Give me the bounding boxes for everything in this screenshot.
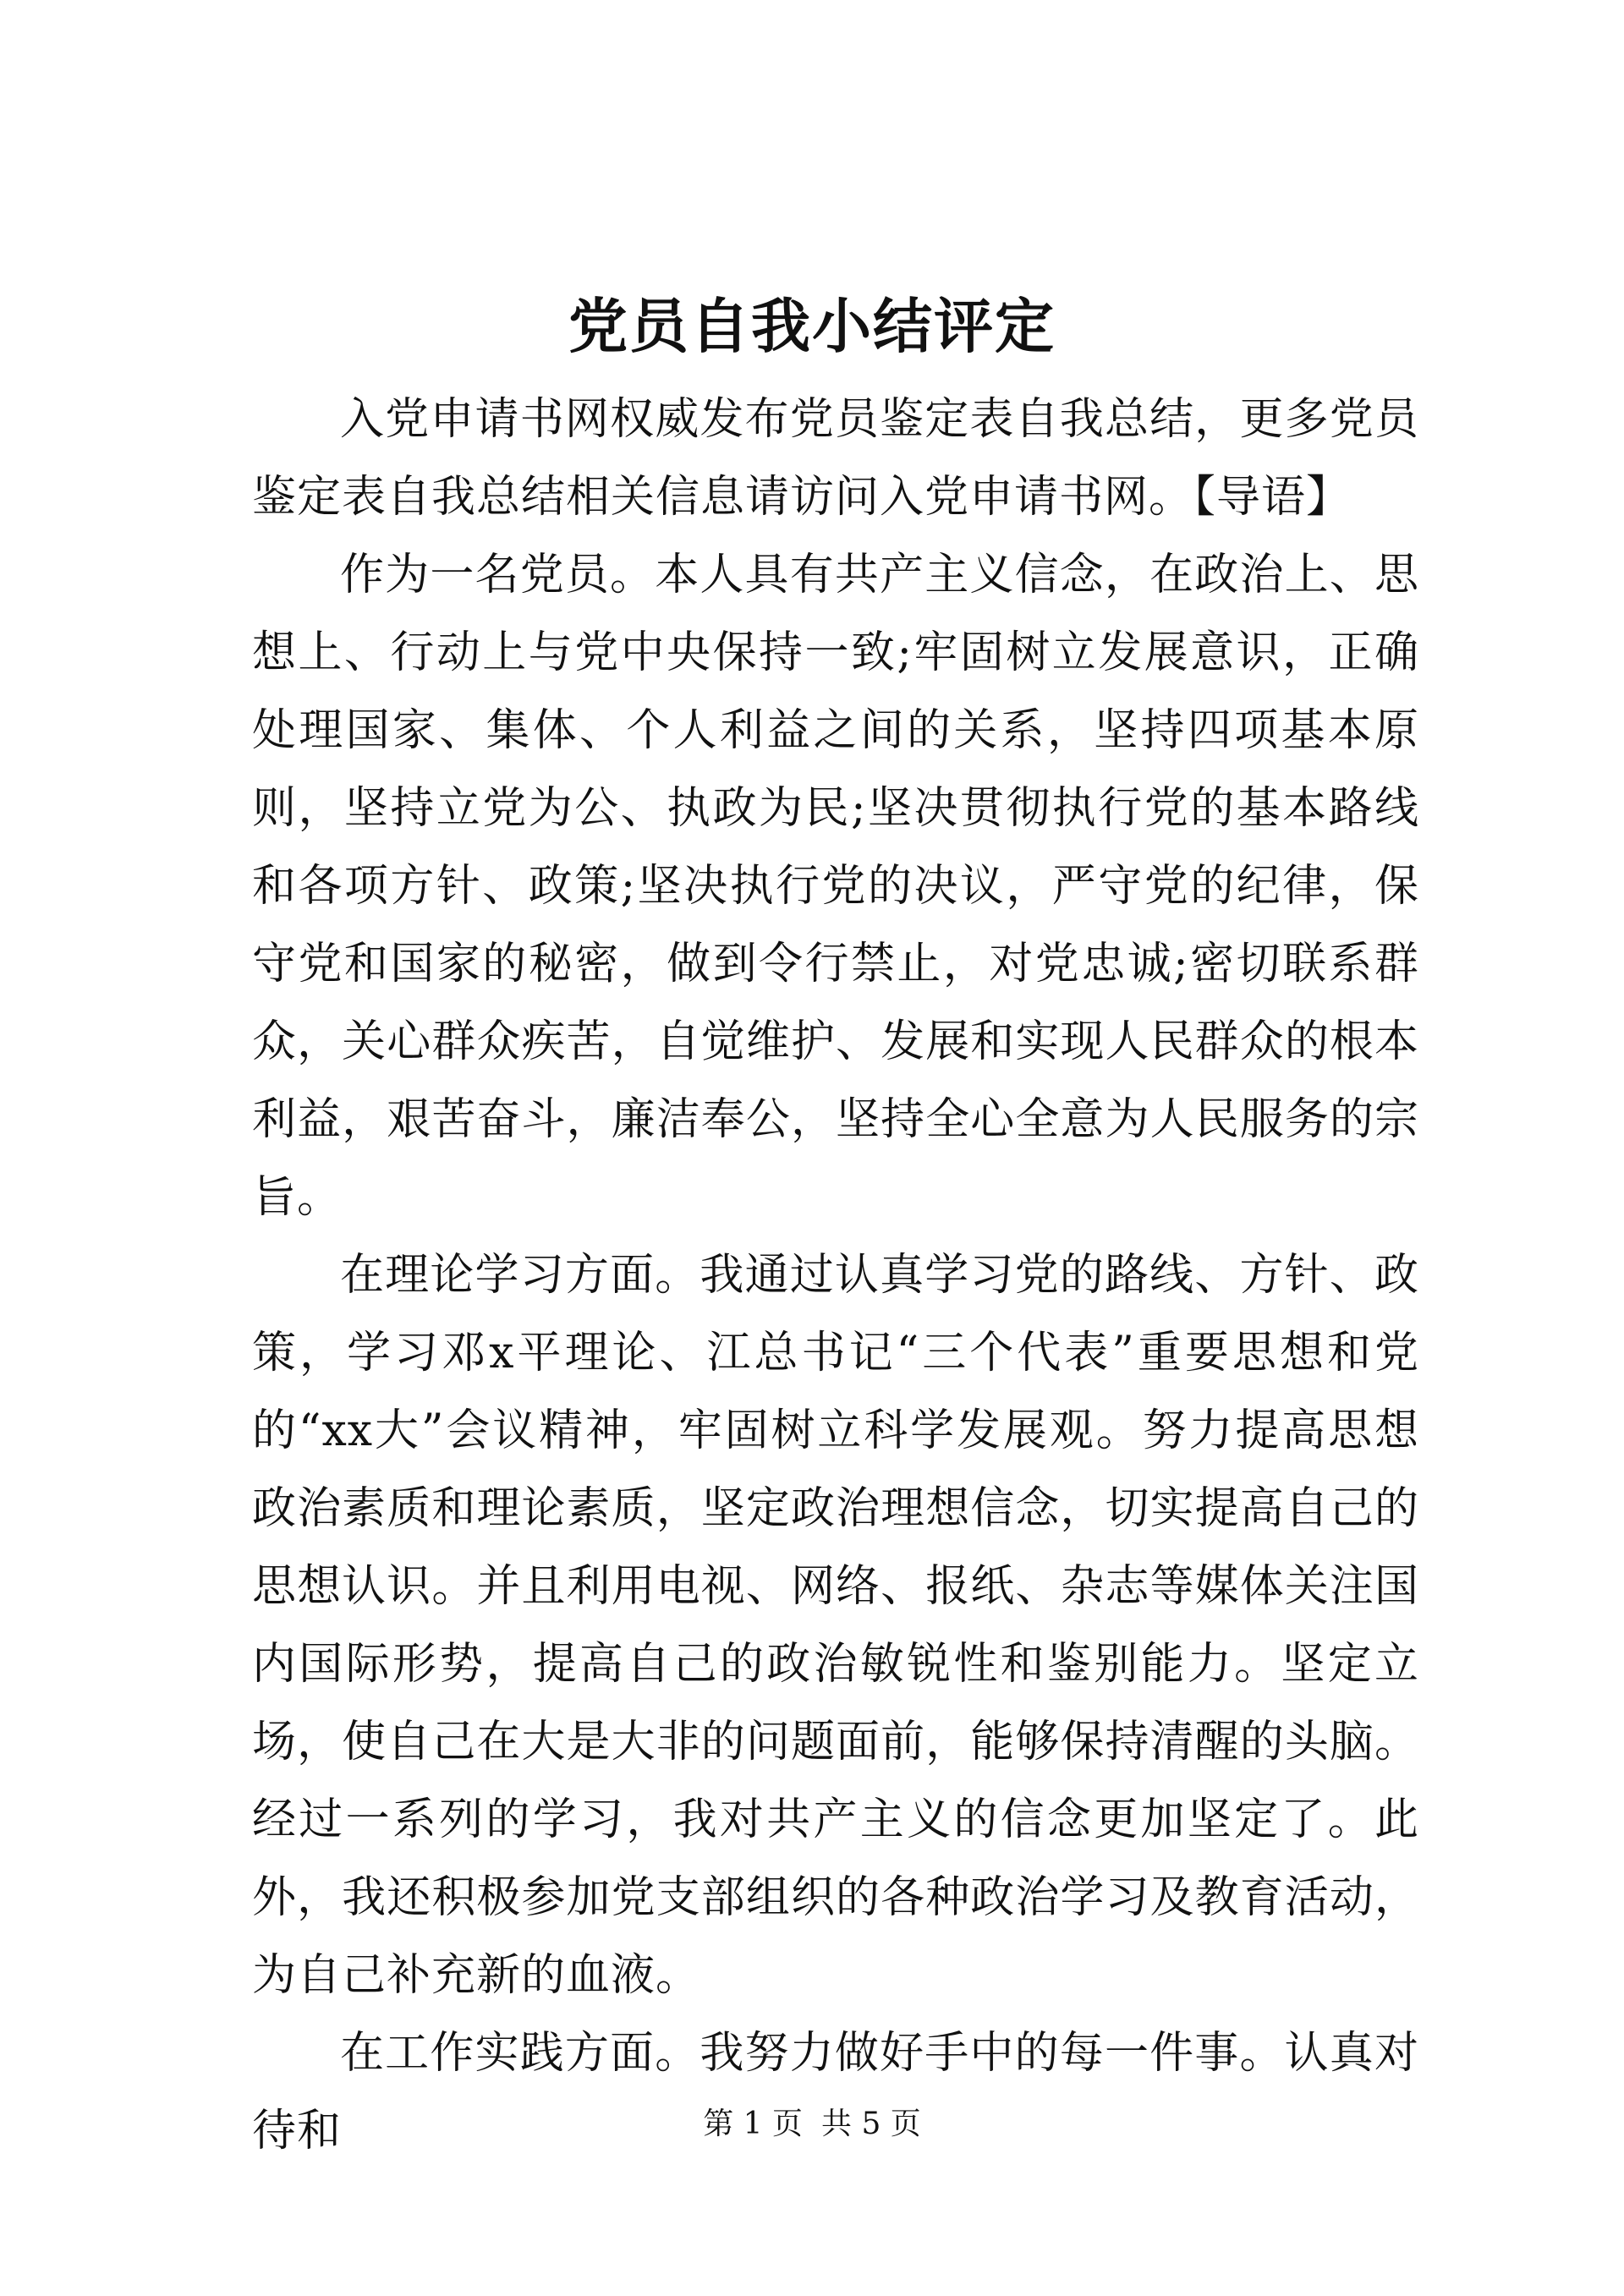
- document-title: 党员自我小结评定: [568, 291, 1056, 361]
- paragraph-work-practice: 在工作实践方面。我努力做好手中的每一件事。认真对待和: [252, 2028, 1419, 2156]
- document-body: [252, 381, 1419, 2170]
- paragraph-party-member: 作为一名党员。本人具有共产主义信念，在政治上、思想上、行动上与党中央保持一致;牢固树立发展意识，正确处理国家、集体、个人利益之间的关系，坚持四项基本原则，坚持立党为公、执政为民;坚决贯彻执行党的基本路线和各项方针、政策;坚决执行党的决议，严守党的纪律，保守党和国家的秘密，做到令行禁止，对党忠诚;密切联系群众，关心群众疾苦，自觉维护、发展和实现人民群众的根本利益，艰苦奋斗，廉洁奉公，坚持全心全意为人民服务的宗旨。: [252, 550, 1419, 1223]
- paragraph-theory-study: 在理论学习方面。我通过认真学习党的路线、方针、政策，学习邓x平理论、江总书记“三个代表”重要思想和党的“xx大”会议精神，牢固树立科学发展观。努力提高思想政治素质和理论素质，坚定政治理想信念，切实提高自己的思想认识。并且利用电视、网络、报纸、杂志等媒体关注国内国际形势，提高自己的政治敏锐性和鉴别能力。坚定立场，使自己在大是大非的问题面前，能够保持清醒的头脑。经过一系列的学习，我对共产主义的信念更加坚定了。此外，我还积极参加党支部组织的各种政治学习及教育活动，为自己补充新的血液。: [252, 1250, 1419, 2001]
- page-number: 第 1 页: [703, 2107, 803, 2141]
- page-total: 共 5 页: [821, 2107, 921, 2141]
- paragraph-intro: 入党申请书网权威发布党员鉴定表自我总结，更多党员鉴定表自我总结相关信息请访问入党申请书网。【导语】: [252, 394, 1419, 523]
- page-footer: [0, 2104, 1624, 2145]
